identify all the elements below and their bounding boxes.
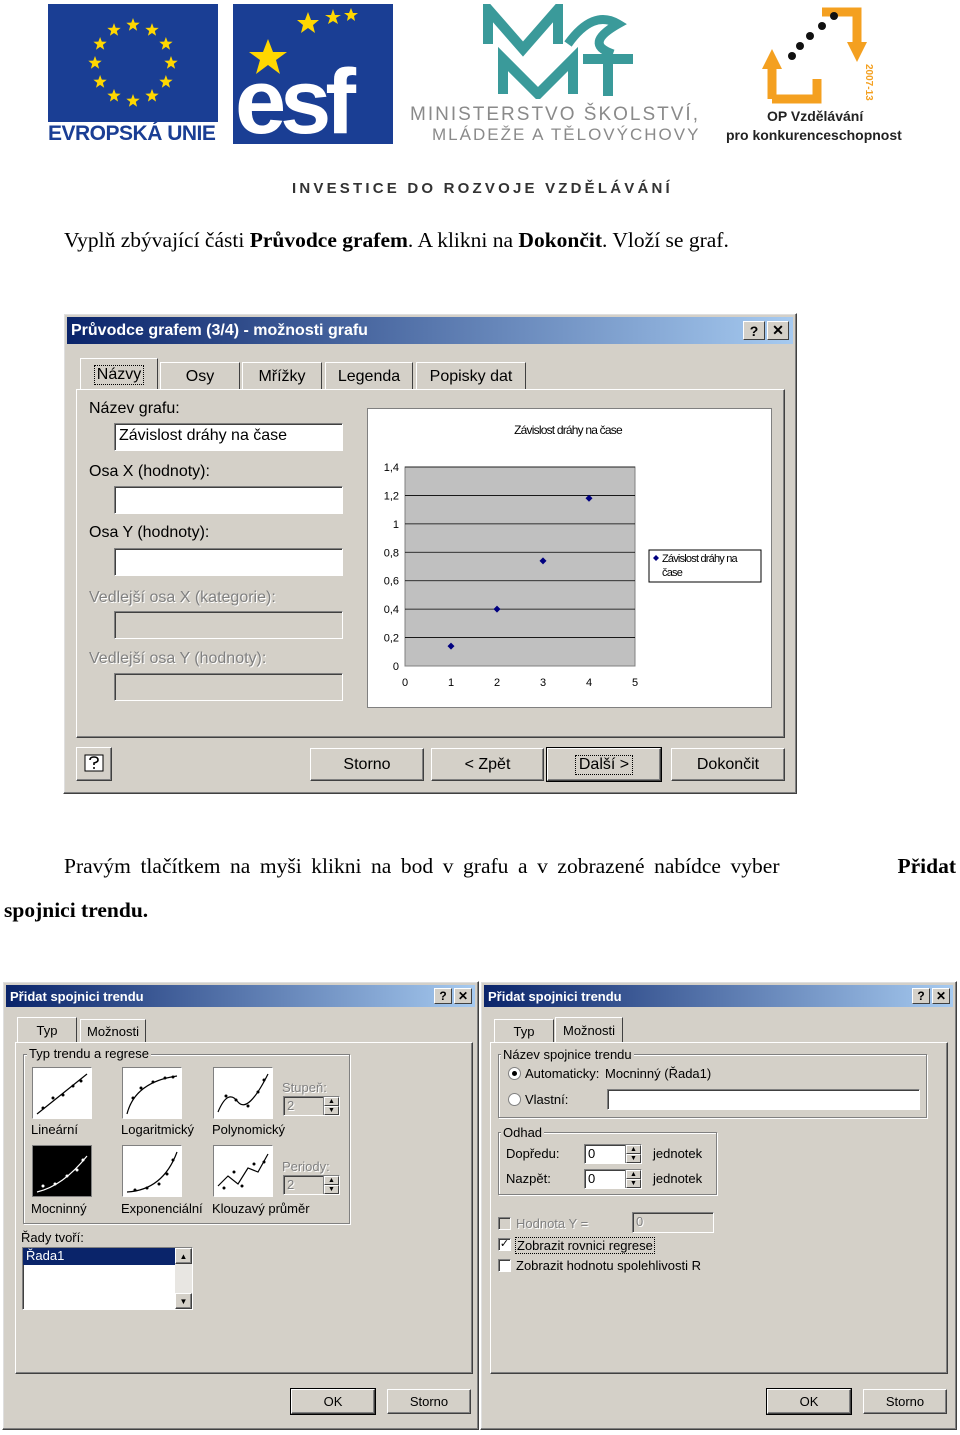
chart-title-value: Závislost dráhy na čase xyxy=(119,427,288,444)
para1-text2: . A klikni na xyxy=(407,228,519,252)
x2-axis-input xyxy=(114,611,343,639)
tab-popisky-dat[interactable] xyxy=(416,362,526,390)
trend-left-title: Přidat spojnici trendu xyxy=(10,988,144,1004)
help-question-icon xyxy=(83,753,105,775)
poly-trend-icon xyxy=(214,1068,272,1118)
forecast-group-title: Odhad xyxy=(503,1125,543,1140)
spin-up-icon[interactable]: ▲ xyxy=(626,1145,641,1154)
tab-typ-label: Typ xyxy=(36,1023,58,1038)
eu-star-icon xyxy=(159,75,172,88)
y-tick-label: 0,6 xyxy=(383,575,399,588)
moving-avg-thumb[interactable] xyxy=(213,1145,273,1197)
spin-down-icon: ▼ xyxy=(324,1185,339,1194)
backward-label: Nazpět: xyxy=(506,1171,551,1186)
log-label: Logaritmický xyxy=(121,1122,194,1137)
y-axis-label: Osa Y (hodnoty): xyxy=(89,524,210,541)
show-equation-checkbox[interactable]: ✓ xyxy=(499,1238,510,1250)
series-item-label: Řada1 xyxy=(26,1248,65,1263)
trend-right-titlebar xyxy=(484,985,953,1007)
esf-logo xyxy=(233,4,393,153)
chart-title: Závislost dráhy na čase xyxy=(514,423,622,437)
trend-left-titlebar xyxy=(6,985,475,1007)
spin-down-icon[interactable]: ▼ xyxy=(626,1179,641,1188)
tab-typ-label: Typ xyxy=(513,1023,535,1039)
chart-title-label: Název grafu: xyxy=(89,400,180,417)
eu-star-icon xyxy=(145,89,158,102)
legend-label-line1: Závislost dráhy na xyxy=(662,553,737,565)
x-tick-label: 5 xyxy=(631,677,639,689)
msmt-emblem-icon xyxy=(483,4,643,99)
tab-moznosti-label: Možnosti xyxy=(86,1023,140,1039)
trend-name-group-title: Název spojnice trendu xyxy=(503,1047,632,1062)
next-button-label: Další > xyxy=(575,755,633,775)
period-value: 2 xyxy=(287,1177,295,1192)
tab-typ[interactable] xyxy=(17,1017,77,1043)
tab-osy[interactable] xyxy=(160,362,240,390)
power-trend-thumb[interactable] xyxy=(32,1145,92,1197)
x-axis-label: Osa X (hodnoty): xyxy=(89,463,210,480)
scroll-up-icon[interactable]: ▲ xyxy=(175,1248,192,1264)
eu-star-icon xyxy=(164,56,177,69)
y-axis-input[interactable] xyxy=(114,548,343,576)
wizard-titlebar xyxy=(67,317,793,344)
op-line1: OP Vzdělávání xyxy=(767,108,864,124)
close-icon[interactable]: ✕ xyxy=(454,988,472,1004)
legend-label-line2: čase xyxy=(662,567,683,579)
cancel-button[interactable] xyxy=(387,1389,471,1414)
chart-svg[interactable] xyxy=(368,409,771,707)
msmt-logo xyxy=(408,4,718,144)
eu-star-icon xyxy=(88,56,101,69)
trend-dialog-options xyxy=(480,981,957,1430)
op-logo xyxy=(722,4,922,149)
trend-dialog-type xyxy=(2,981,479,1430)
intercept-input xyxy=(632,1212,714,1233)
finish-button-label: Dokončit xyxy=(696,755,760,773)
tab-legenda-label: Legenda xyxy=(337,367,401,385)
x-axis-input[interactable] xyxy=(114,486,343,514)
intercept-value: 0 xyxy=(636,1214,644,1229)
backward-units: jednotek xyxy=(653,1171,703,1186)
paragraph-2-line2 xyxy=(4,898,148,923)
para2-bold2: spojnici trendu. xyxy=(4,898,149,922)
tab-legenda[interactable] xyxy=(325,362,413,390)
eu-label: EVROPSKÁ UNIE xyxy=(48,122,216,145)
tab-moznosti[interactable] xyxy=(555,1017,623,1043)
cancel-button-label: Storno xyxy=(343,755,391,773)
custom-radio[interactable] xyxy=(508,1093,521,1106)
scroll-down-icon[interactable]: ▼ xyxy=(175,1293,192,1309)
plot-area xyxy=(405,467,635,666)
eu-star-icon xyxy=(107,23,120,36)
help-icon[interactable]: ? xyxy=(912,988,930,1004)
auto-radio[interactable] xyxy=(508,1067,521,1080)
auto-label: Automaticky: xyxy=(525,1066,600,1081)
tab-moznosti[interactable] xyxy=(80,1019,146,1042)
moving-avg-label: Klouzavý průměr xyxy=(212,1201,310,1216)
investice-banner: INVESTICE DO ROZVOJE VZDĚLÁVÁNÍ xyxy=(292,180,673,197)
exp-label: Exponenciální xyxy=(121,1201,203,1216)
cancel-button[interactable] xyxy=(310,748,424,781)
cancel-button-label: Storno xyxy=(409,1394,449,1409)
trend-right-title: Přidat spojnici trendu xyxy=(488,988,622,1004)
log-trend-icon xyxy=(123,1068,181,1118)
custom-name-input[interactable] xyxy=(607,1089,920,1110)
tab-nazvy-label: Názvy xyxy=(94,365,144,385)
cancel-button[interactable] xyxy=(863,1389,947,1414)
show-equation-label: Zobrazit rovnici regrese xyxy=(517,1238,653,1253)
para1-bold1: Průvodce grafem xyxy=(249,228,408,252)
log-trend-thumb[interactable] xyxy=(122,1067,182,1119)
custom-label: Vlastní: xyxy=(525,1092,569,1107)
forward-label: Dopředu: xyxy=(506,1146,560,1161)
finish-button[interactable] xyxy=(671,748,785,781)
eu-star-icon xyxy=(145,23,158,36)
ok-button[interactable] xyxy=(767,1389,851,1414)
poly-trend-thumb[interactable] xyxy=(213,1067,273,1119)
msmt-line1: MINISTERSTVO ŠKOLSTVÍ, xyxy=(410,104,700,125)
forward-value: 0 xyxy=(588,1146,596,1161)
spin-down-icon[interactable]: ▼ xyxy=(626,1154,641,1163)
tab-moznosti-label: Možnosti xyxy=(562,1023,616,1038)
y-tick-label: 1,2 xyxy=(383,490,399,503)
para2-bold1: Přidat xyxy=(897,854,956,878)
ok-button-label: OK xyxy=(799,1394,819,1409)
close-icon[interactable]: ✕ xyxy=(932,988,950,1004)
y-tick-label: 0,8 xyxy=(383,547,399,560)
backward-spinner[interactable] xyxy=(584,1169,642,1189)
show-r2-checkbox[interactable] xyxy=(498,1259,511,1272)
help-button[interactable] xyxy=(76,747,112,781)
chart-preview[interactable] xyxy=(367,408,772,708)
wizard-title: Průvodce grafem (3/4) - možnosti grafu xyxy=(71,321,368,339)
linear-trend-icon xyxy=(33,1068,91,1118)
y-tick-label: 0,4 xyxy=(383,604,399,617)
back-button-label: < Zpět xyxy=(464,755,511,773)
eu-star-icon xyxy=(159,37,172,50)
msmt-line2: MLÁDEŽE A TĚLOVÝCHOVY xyxy=(432,125,701,144)
back-button[interactable] xyxy=(431,748,544,781)
eu-star-icon xyxy=(107,89,120,102)
paragraph-2-line1 xyxy=(64,854,956,879)
eu-star-icon xyxy=(93,75,106,88)
tab-typ[interactable] xyxy=(494,1019,554,1042)
auto-value: Mocninný (Řada1) xyxy=(605,1066,712,1081)
spin-up-icon: ▲ xyxy=(324,1176,339,1185)
ok-button[interactable] xyxy=(291,1389,375,1414)
intercept-checkbox xyxy=(498,1217,511,1230)
show-r2-label: Zobrazit hodnotu spolehlivosti R xyxy=(516,1258,701,1273)
ok-button-label: OK xyxy=(323,1394,343,1409)
op-line2: pro konkurenceschopnost xyxy=(726,127,902,143)
y2-axis-input xyxy=(114,673,343,701)
y-tick-label: 1,4 xyxy=(383,462,399,474)
forward-spinner[interactable] xyxy=(584,1144,642,1164)
x-tick-label: 2 xyxy=(493,677,501,689)
help-icon[interactable]: ? xyxy=(434,988,452,1004)
y-tick-label: 0 xyxy=(392,661,399,673)
degree-value: 2 xyxy=(287,1098,295,1113)
para1-text3: . Vloží se graf. xyxy=(602,228,729,252)
exp-trend-icon xyxy=(123,1146,181,1196)
exp-trend-thumb[interactable] xyxy=(122,1145,182,1197)
spin-down-icon: ▼ xyxy=(324,1106,339,1115)
trend-type-group-title: Typ trendu a regrese xyxy=(29,1046,149,1061)
next-button[interactable] xyxy=(547,748,661,781)
paragraph-1 xyxy=(64,228,729,253)
eu-star-icon xyxy=(126,94,139,107)
tab-osy-label: Osy xyxy=(185,367,215,385)
y2-axis-label: Vedlejší osa Y (hodnoty): xyxy=(89,650,267,667)
para2-text1: Pravým tlačítkem na myši klikni na bod v grafu a v zobrazené nabídce vyber xyxy=(64,854,780,878)
spin-up-icon[interactable]: ▲ xyxy=(626,1170,641,1179)
power-label: Mocninný xyxy=(31,1201,87,1216)
tab-popisky-dat-label: Popisky dat xyxy=(429,367,513,385)
eu-star-icon xyxy=(93,37,106,50)
y-tick-label: 0,2 xyxy=(383,632,399,645)
backward-value: 0 xyxy=(588,1171,596,1186)
x-tick-label: 4 xyxy=(585,677,593,689)
x-tick-label: 1 xyxy=(447,677,455,689)
degree-spinner xyxy=(283,1096,340,1116)
degree-label: Stupeň: xyxy=(282,1080,327,1095)
x-tick-label: 0 xyxy=(401,677,409,689)
esf-label: esf xyxy=(235,51,350,153)
tab-mrizky-label: Mřížky xyxy=(258,367,306,385)
x-tick-label: 3 xyxy=(539,677,547,689)
series-scrollbar[interactable] xyxy=(175,1248,192,1309)
period-spinner xyxy=(283,1175,340,1195)
y-tick-label: 1 xyxy=(392,518,399,531)
tab-nazvy[interactable] xyxy=(80,358,158,390)
power-trend-icon xyxy=(33,1146,91,1196)
series-label: Řady tvoří: xyxy=(21,1230,84,1245)
help-icon[interactable]: ? xyxy=(743,321,765,340)
series-item[interactable] xyxy=(23,1248,175,1265)
intercept-label: Hodnota Y = xyxy=(516,1216,589,1231)
eu-stars-icon xyxy=(48,4,218,122)
series-listbox[interactable] xyxy=(22,1247,193,1310)
chart-wizard-dialog xyxy=(63,313,797,794)
cancel-button-label: Storno xyxy=(885,1394,925,1409)
eu-star-icon xyxy=(126,18,139,31)
eu-flag-logo xyxy=(48,4,218,122)
linear-trend-thumb[interactable] xyxy=(32,1067,92,1119)
moving-avg-icon xyxy=(214,1146,272,1196)
linear-label: Lineární xyxy=(31,1122,78,1137)
period-label: Periody: xyxy=(282,1159,330,1174)
forward-units: jednotek xyxy=(653,1146,703,1161)
tab-mrizky[interactable] xyxy=(242,362,322,390)
para1-bold2: Dokončit xyxy=(518,228,603,252)
x2-axis-label: Vedlejší osa X (kategorie): xyxy=(89,589,276,606)
para1-text1: Vyplň zbývající části xyxy=(64,228,250,252)
poly-label: Polynomický xyxy=(212,1122,285,1137)
spin-up-icon: ▲ xyxy=(324,1097,339,1106)
close-icon[interactable]: ✕ xyxy=(767,321,789,340)
op-years: 2007-13 xyxy=(863,64,874,101)
chart-title-input[interactable] xyxy=(114,423,343,451)
